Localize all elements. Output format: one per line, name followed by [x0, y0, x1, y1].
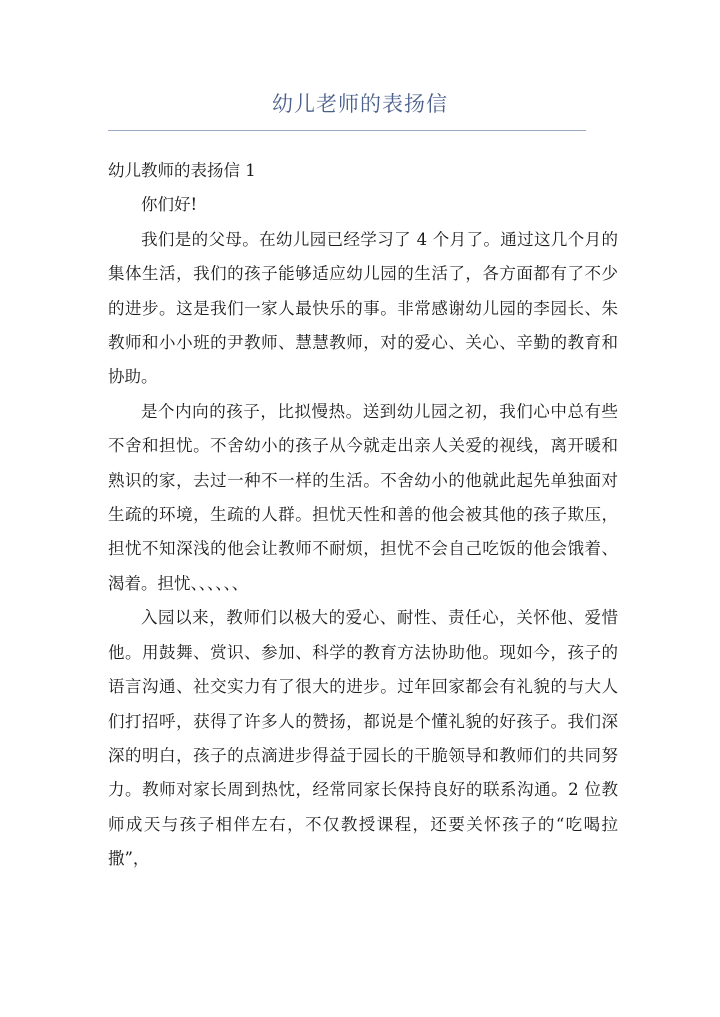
title-divider: [108, 130, 586, 131]
paragraph-1: 我们是的父母。在幼儿园已经学习了 4 个月了。通过这几个月的集体生活，我们的孩子能够适应幼儿园的生活了，各方面都有了不少的进步。这是我们一家人最快乐的事。非常感谢幼儿园的李园长、朱教师和小小班的尹教师、慧慧教师，对的爱心、关心、辛勤的教育和协助。: [108, 229, 618, 387]
document-title: 幼儿老师的表扬信: [272, 92, 448, 116]
paragraph-2: 是个内向的孩子，比拟慢热。送到幼儿园之初，我们心中总有些不舍和担忧。不舍幼小的孩子从今就走出亲人关爱的视线，离开暖和熟识的家，去过一种不一样的生活。不舍幼小的他就此起先单独面对生疏的环境，生疏的人群。担忧天性和善的他会被其他的孩子欺压，担忧不知深浅的他会让教师不耐烦，担忧不会自己吃饭的他会饿着、渴着。担忧、、、、、、: [108, 401, 618, 593]
document-body: [108, 154, 618, 877]
section-heading: 幼儿教师的表扬信 1: [108, 161, 256, 180]
greeting: 你们好!: [141, 195, 198, 215]
paragraph-3: 入园以来，教师们以极大的爱心、耐性、责任心，关怀他、爱惜他。用鼓舞、赏识、参加、科学的教育方法协助他。现如今，孩子的语言沟通、社交实力有了很大的进步。过年回家都会有礼貌的与大人们打招呼，获得了许多人的赞扬，都说是个懂礼貌的好孩子。我们深深的明白，孩子的点滴进步得益于园长的干脆领导和教师们的共同努力。教师对家长周到热忱，经常同家长保持良好的联系沟通。2 位教师成天与孩子相伴左右，不仅教授课程，还要关怀孩子的“吃喝拉撒”，: [108, 608, 618, 869]
